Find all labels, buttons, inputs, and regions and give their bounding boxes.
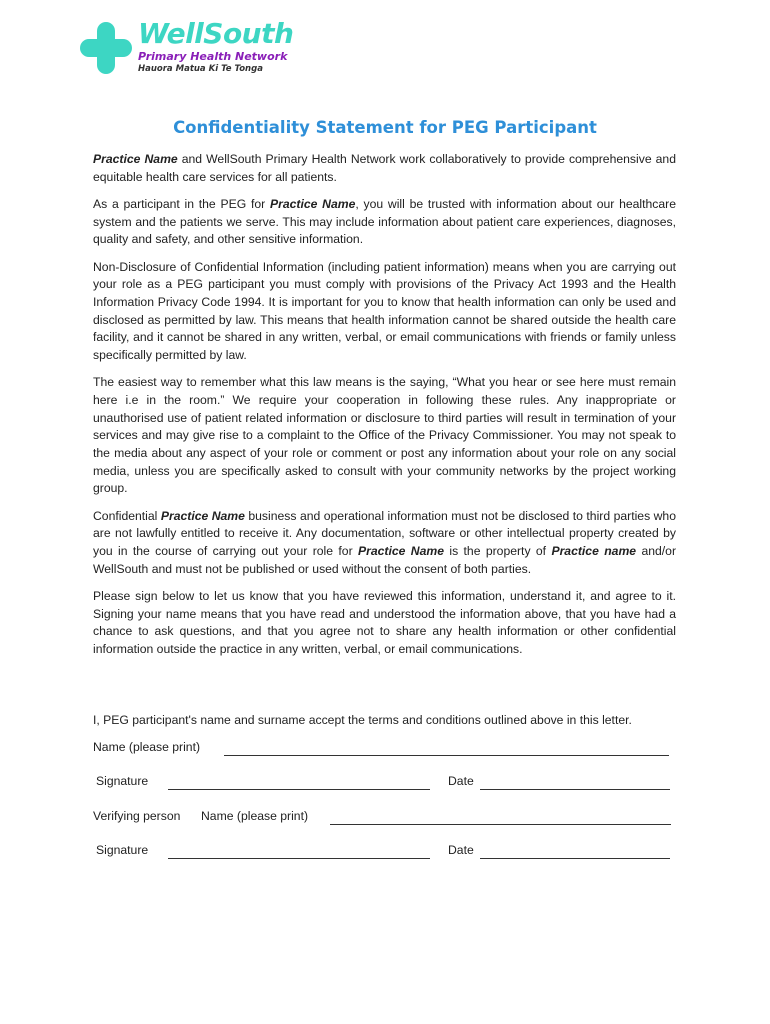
acceptance-statement: I, PEG participant's name and surname accept the terms and conditions outlined above in this letter. xyxy=(93,713,632,727)
document-title: Confidentiality Statement for PEG Participant xyxy=(173,118,597,137)
logo-subtitle: Primary Health Network xyxy=(138,50,288,63)
paragraph-4: The easiest way to remember what this law means is the saying, “What you hear or see here must remain here i.e in the room.” We require your cooperation in following these rules. Any inappropriate or unauthorised use of patient related information or disclosure to third parties will result in termination of your services and may give rise to a complaint to the Office of the Privacy Commissioner. You may not speak to the media about any aspect of your role or comment or post any information about your role on any social media, unless you are specifically asked to consult with your community networks by the project working group. xyxy=(93,375,676,496)
participant-name-line[interactable] xyxy=(224,755,669,756)
verifying-name-label: Name (please print) xyxy=(201,809,309,823)
plus-cross-icon xyxy=(80,22,132,74)
practice-name-placeholder: Practice Name xyxy=(358,544,444,559)
paragraph-2: As a participant in the PEG for Practice Name, you will be trusted with information about our healthcare system and the patients we serve. This may include information about patient care experiences, diagnoses, quality and safety, and other sensitive information. xyxy=(93,196,676,247)
practice-name-placeholder: Practice name xyxy=(551,544,637,559)
verifier-signature-line[interactable] xyxy=(168,858,430,859)
participant-name-label: Name (please print) xyxy=(93,740,201,754)
verifier-date-label: Date xyxy=(448,843,474,857)
verifying-name-line[interactable] xyxy=(330,824,671,825)
verifying-person-label: Verifying person xyxy=(93,809,181,823)
practice-name-placeholder: Practice Name xyxy=(269,196,356,211)
paragraph-5: Confidential Practice Name business and operational information must not be disclosed to third parties who are not lawfully entitled to receive it. Any documentation, software or other intellectual property created by you in the course of carrying out your role for Practice Name is the property of Practice name and/or WellSouth and must not be published or used without the consent of both parties. xyxy=(93,508,676,576)
participant-date-line[interactable] xyxy=(480,789,670,790)
participant-signature-line[interactable] xyxy=(168,789,430,790)
practice-name-placeholder: Practice Name xyxy=(93,152,178,166)
participant-date-label: Date xyxy=(448,774,474,788)
participant-signature-label: Signature xyxy=(96,774,149,788)
statement-body xyxy=(93,151,676,668)
logo-maori-tagline: Hauora Matua Ki Te Tonga xyxy=(138,64,263,74)
wellsouth-logo xyxy=(80,17,320,76)
logo-name: WellSouth xyxy=(138,17,294,50)
paragraph-6: Please sign below to let us know that you have reviewed this information, understand it, and agree to it. Signing your name means that you have read and understood the information above, that you have had a chance to ask questions, and that you agree not to share any health information or other confidential information outside the practice in any written, verbal, or email communications. xyxy=(93,588,676,657)
paragraph-3: Non-Disclosure of Confidential Information (including patient information) means when you are carrying out your role as a PEG participant you must comply with provisions of the Privacy Act 1993 and the Health Information Privacy Code 1994. It is important for you to know that health information can only be used and disclosed as permitted by law. This means that health information cannot be shared outside the health care facility, and it cannot be shared in any written, verbal, or email communications with friends or family unless specifically permitted by law. xyxy=(93,259,676,363)
practice-name-placeholder: Practice Name xyxy=(160,508,245,523)
verifier-date-line[interactable] xyxy=(480,858,670,859)
verifier-signature-label: Signature xyxy=(96,843,149,857)
paragraph-1: Practice Name and WellSouth Primary Health Network work collaboratively to provide comprehensive and equitable health care services for all patients. xyxy=(93,152,676,184)
